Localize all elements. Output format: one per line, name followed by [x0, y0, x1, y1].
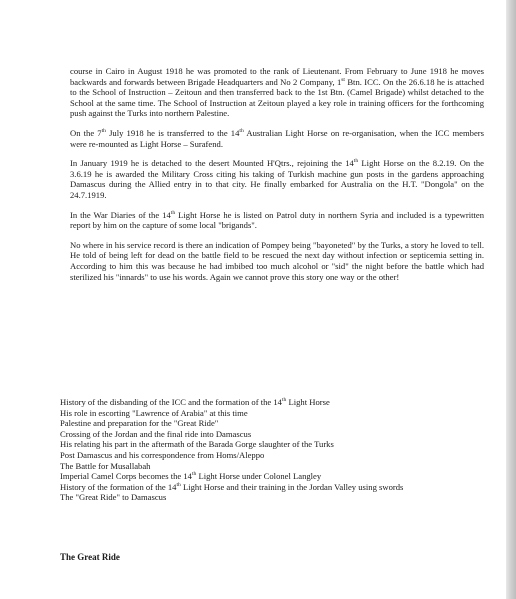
list-item	[60, 397, 500, 408]
ordinal-suffix: th	[239, 128, 244, 135]
text-run: Light Horse under Colonel Langley	[196, 471, 322, 482]
topic-list	[60, 397, 500, 503]
text-run: No where in his service record is there an indication of Pompey being "bayoneted" by the Turks, a story he loved to tell. He told of being left for dead on the battle field to be rescued the next day without infection or septicemia setting in. According to him this was because he had imbibed too much alcohol or "sid" the night before the battle which had sterilized his "innards" to use his words. Again we cannot prove this story one way or the other!	[70, 239, 484, 282]
ordinal-suffix: th	[281, 397, 287, 404]
text-run: Crossing of the Jordan and the final ride into Damascus	[60, 428, 252, 439]
text-run: Imperial Camel Corps becomes the 14	[60, 471, 192, 482]
text-run: The "Great Ride" to Damascus	[60, 492, 167, 503]
ordinal-suffix: th	[101, 128, 106, 135]
text-run: Light Horse and their training in the Jordan Valley using swords	[180, 481, 404, 492]
paragraph	[70, 240, 484, 282]
ordinal-suffix: th	[176, 481, 181, 488]
text-run: In the War Diaries of the 14	[70, 209, 171, 220]
paragraph	[70, 158, 484, 200]
list-item	[60, 408, 500, 419]
paragraph	[70, 128, 484, 149]
list-item	[60, 450, 500, 461]
text-run: Post Damascus and his correspondence from Homs/Aleppo	[60, 449, 265, 460]
list-item	[60, 461, 500, 472]
text-run: His relating his part in the aftermath of the Barada Gorge slaughter of the Turks	[60, 439, 334, 450]
text-run: Palestine and preparation for the "Great Ride"	[60, 418, 219, 429]
text-run: Btn. ICC. On the 26.6.18 he is attached to the School of Instruction – Zeitoun and then transferred back to the 1st Btn. (Camel Brigade) whilst detached to the School at the same time. The School of Instruction at Zeitoun played a key role in training officers for the forthcoming push against the Turks into northern Palestine.	[70, 76, 484, 119]
text-run: His role in escorting "Lawrence of Arabia" at this time	[60, 407, 248, 418]
page-gutter-shadow	[506, 0, 516, 599]
text-run: History of the disbanding of the ICC and the formation of the 14	[60, 397, 282, 407]
list-item	[60, 492, 500, 503]
paragraph	[70, 210, 484, 231]
paragraph	[70, 66, 484, 119]
ordinal-suffix: th	[353, 158, 359, 165]
ordinal-suffix: th	[170, 209, 176, 216]
text-run: History of the formation of the 14	[60, 481, 177, 492]
text-run: On the 7	[70, 127, 102, 138]
text-run: course in Cairo in August 1918 he was promoted to the rank of Lieutenant. From February to June 1918 he moves backwards and forwards between Brigade Headquarters and No 2 Company, 1	[70, 66, 484, 87]
text-run: Light Horse	[286, 397, 330, 407]
body-text	[70, 66, 484, 291]
ordinal-suffix: st	[341, 76, 345, 83]
text-run: In January 1919 he is detached to the desert Mounted H'Qtrs., rejoining the 14	[70, 158, 354, 169]
text-run: Australian Light Horse on re-organisation, when the ICC members were re-mounted as Light Horse – Surafend.	[70, 127, 484, 149]
list-item	[60, 471, 500, 482]
text-run: Light Horse he is listed on Patrol duty in northern Syria and included is a typewritten report by him on the capture of some local "brigands".	[70, 209, 484, 231]
list-item	[60, 429, 500, 440]
text-run: July 1918 he is transferred to the 14	[105, 127, 240, 138]
list-item	[60, 439, 500, 450]
text-run: Light Horse on the 8.2.19. On the 3.6.19 he is awarded the Military Cross citing his taking of Turkish machine gun posts in the gardens approaching Damascus during the Allied entry in to that city. He finally embarked for Australia on the H.T. "Dongola" on the 24.7.1919.	[70, 158, 484, 200]
list-item	[60, 418, 500, 429]
list-item	[60, 482, 500, 493]
ordinal-suffix: th	[191, 471, 197, 478]
section-heading: The Great Ride	[60, 552, 120, 562]
text-run: The Battle for Musallabah	[60, 460, 151, 471]
